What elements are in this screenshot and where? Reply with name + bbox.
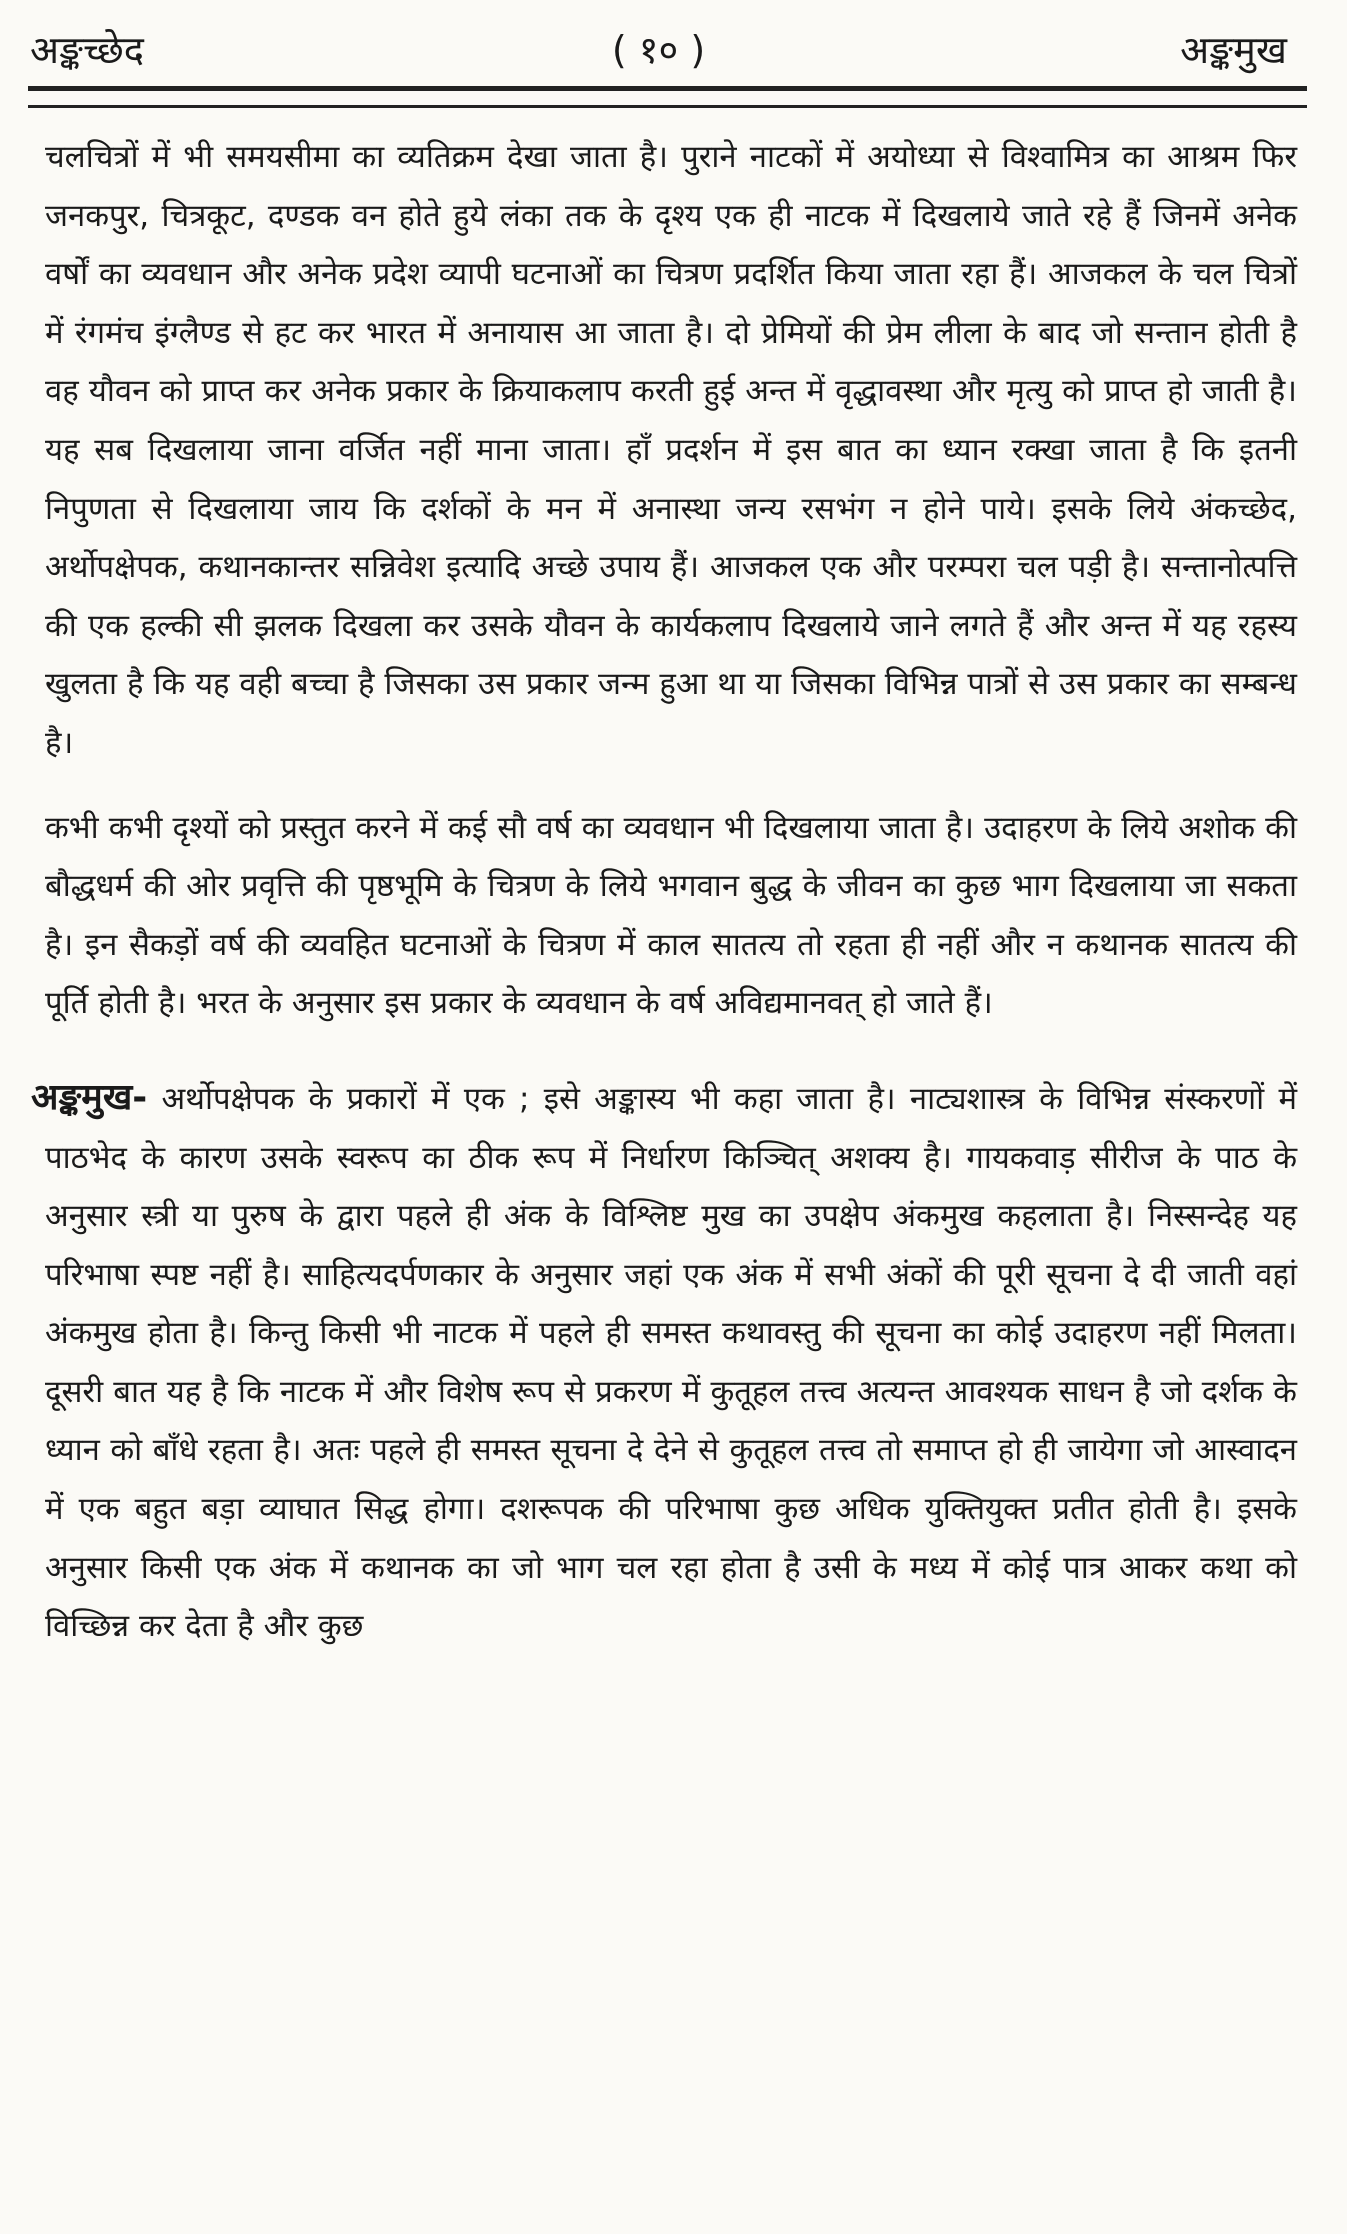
header-right-word: अङ्कमुख — [1180, 28, 1287, 72]
paragraph-2: कभी कभी दृश्यों को प्रस्तुत करने में कई सौ वर्ष का व्यवधान भी दिखलाया जाता है। उदाहरण के लिये अशोक की बौद्धधर्म की ओर प्रवृत्ति की पृष्ठभूमि के चित्रण के लिये भगवान बुद्ध के जीवन का कुछ भाग दिखलाया जा सकता है। इन सैकड़ों वर्ष की व्यवहित घटनाओं के चित्रण में काल सातत्य तो रहता ही नहीं और न कथानक सातत्य की पूर्ति होती है। भरत के अनुसार इस प्रकार के व्यवधान के वर्ष अविद्यमानवत् हो जाते हैं। — [45, 809, 1297, 1022]
entry-paragraph — [31, 1069, 1297, 1656]
header-left-word: अङ्कच्छेद — [30, 28, 144, 72]
entry-text: अर्थोपक्षेपक के प्रकारों में एक ; इसे अङ्कास्य भी कहा जाता है। नाट्यशास्त्र के विभिन्न संस्करणों में पाठभेद के कारण उसके स्वरूप का ठीक रूप में निर्धारण किञ्चित् अशक्य है। गायकवाड़ सीरीज के पाठ के अनुसार स्त्री या पुरुष के द्वारा पहले ही अंक के विश्लिष्ट मुख का उपक्षेप अंकमुख कहलाता है। निस्सन्देह यह परिभाषा स्पष्ट नहीं है। साहित्यदर्पणकार के अनुसार जहां एक अंक में सभी अंकों की पूरी सूचना दे दी जाती वहां अंकमुख होता है। किन्तु किसी भी नाटक में पहले ही समस्त कथावस्तु की सूचना का कोई उदाहरण नहीं मिलता। दूसरी बात यह है कि नाटक में और विशेष रूप से प्रकरण में कुतूहल तत्त्व अत्यन्त आवश्यक साधन है जो दर्शक के ध्यान को बाँधे रहता है। अतः पहले ही समस्त सूचना दे देने से कुतूहल तत्त्व तो समाप्त हो ही जायेगा जो आस्वादन में एक बहुत बड़ा व्याघात सिद्ध होगा। दशरूपक की परिभाषा कुछ अधिक युक्तियुक्त प्रतीत होती है। इसके अनुसार किसी एक अंक में कथानक का जो भाग चल रहा होता है उसी के मध्य में कोई पात्र आकर कथा को विच्छिन्न कर देता है और कुछ — [45, 1080, 1297, 1645]
page-body — [31, 128, 1297, 1656]
paragraph-1: चलचित्रों में भी समयसीमा का व्यतिक्रम देखा जाता है। पुराने नाटकों में अयोध्या से विश्वामित्र का आश्रम फिर जनकपुर, चित्रकूट, दण्डक वन होते हुये लंका तक के दृश्य एक ही नाटक में दिखलाये जाते रहे हैं जिनमें अनेक वर्षों का व्यवधान और अनेक प्रदेश व्यापी घटनाओं का चित्रण प्रदर्शित किया जाता रहा हैं। आजकल के चल चित्रों में रंगमंच इंग्लैण्ड से हट कर भारत में अनायास आ जाता है। दो प्रेमियों की प्रेम लीला के बाद जो सन्तान होती है वह यौवन को प्राप्त कर अनेक प्रकार के क्रियाकलाप करती हुई अन्त में वृद्धावस्था और मृत्यु को प्राप्त हो जाती है। यह सब दिखलाया जाना वर्जित नहीं माना जाता। हाँ प्रदर्शन में इस बात का ध्यान रक्खा जाता है कि इतनी निपुणता से दिखलाया जाय कि दर्शकों के मन में अनास्था जन्य रसभंग न होने पाये। इसके लिये अंकच्छेद, अर्थोपक्षेपक, कथानकान्तर सन्निवेश इत्यादि अच्छे उपाय हैं। आजकल एक और परम्परा चल पड़ी है। सन्तानोत्पत्ति की एक हल्की सी झलक दिखला कर उसके यौवन के कार्यकलाप दिखलाये जाने लगते हैं और अन्त में यह रहस्य खुलता है कि यह वही बच्चा है जिसका उस प्रकार जन्म हुआ था या जिसका विभिन्न पात्रों से उस प्रकार का सम्बन्ध है। — [45, 139, 1297, 761]
paragraph-spacer — [45, 773, 1297, 799]
paragraph-spacer — [45, 1033, 1297, 1069]
header-double-rule — [28, 86, 1307, 108]
page-number: ( १० ) — [611, 28, 706, 72]
entry-headword: अङ्कमुख- — [31, 1076, 148, 1118]
running-header — [30, 20, 1287, 80]
